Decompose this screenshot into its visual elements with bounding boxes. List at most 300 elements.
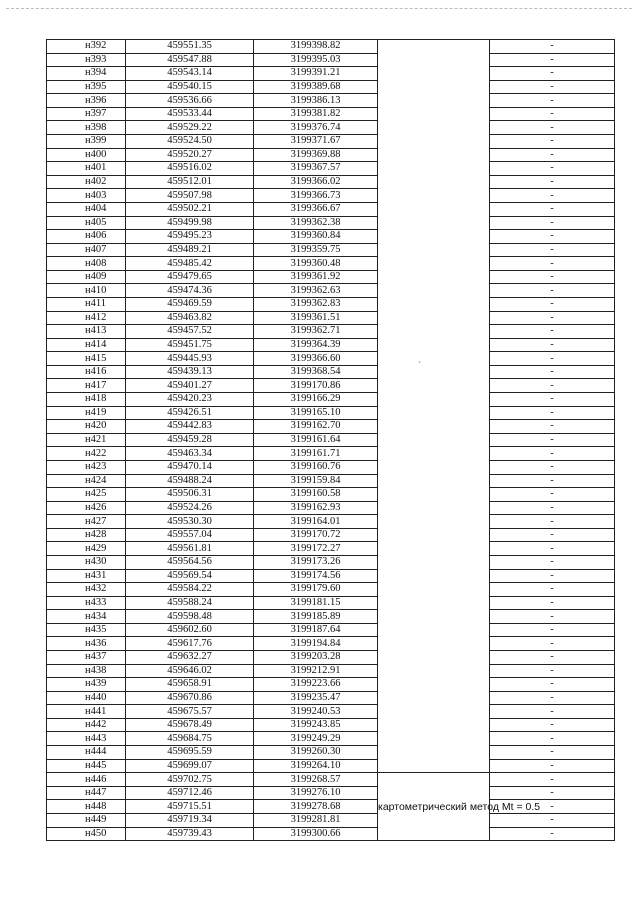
page-top-edge <box>6 8 632 9</box>
y-coordinate-cell: 3199369.88 <box>254 148 378 162</box>
x-coordinate-cell: 459533.44 <box>126 107 254 121</box>
y-coordinate-cell: 3199164.01 <box>254 515 378 529</box>
error-cell: - <box>490 827 615 841</box>
error-cell: - <box>490 216 615 230</box>
point-id-cell: н428 <box>47 528 126 542</box>
error-cell: - <box>490 555 615 569</box>
table-row <box>47 610 615 624</box>
point-id-cell: н420 <box>47 420 126 434</box>
error-cell: - <box>490 596 615 610</box>
table-row <box>47 813 615 827</box>
y-coordinate-cell: 3199276.10 <box>254 786 378 800</box>
error-cell: - <box>490 746 615 760</box>
y-coordinate-cell: 3199203.28 <box>254 651 378 665</box>
error-cell: - <box>490 474 615 488</box>
x-coordinate-cell: 459702.75 <box>126 773 254 787</box>
y-coordinate-cell: 3199249.29 <box>254 732 378 746</box>
y-coordinate-cell: 3199368.54 <box>254 365 378 379</box>
error-cell: - <box>490 664 615 678</box>
table-row <box>47 257 615 271</box>
y-coordinate-cell: 3199359.75 <box>254 243 378 257</box>
y-coordinate-cell: 3199160.76 <box>254 460 378 474</box>
y-coordinate-cell: 3199264.10 <box>254 759 378 773</box>
table-row <box>47 393 615 407</box>
x-coordinate-cell: 459439.13 <box>126 365 254 379</box>
point-id-cell: н429 <box>47 542 126 556</box>
y-coordinate-cell: 3199212.91 <box>254 664 378 678</box>
x-coordinate-cell: 459646.02 <box>126 664 254 678</box>
table-row <box>47 175 615 189</box>
table-row <box>47 515 615 529</box>
table-row <box>47 759 615 773</box>
coordinates-table <box>46 39 615 841</box>
x-coordinate-cell: 459632.27 <box>126 651 254 665</box>
x-coordinate-cell: 459658.91 <box>126 678 254 692</box>
error-cell: - <box>490 40 615 54</box>
table-row <box>47 379 615 393</box>
x-coordinate-cell: 459442.83 <box>126 420 254 434</box>
point-id-cell: н421 <box>47 433 126 447</box>
error-cell: - <box>490 284 615 298</box>
y-coordinate-cell: 3199366.02 <box>254 175 378 189</box>
table-row <box>47 651 615 665</box>
point-id-cell: н403 <box>47 189 126 203</box>
y-coordinate-cell: 3199240.53 <box>254 705 378 719</box>
y-coordinate-cell: 3199391.21 <box>254 67 378 81</box>
error-cell: - <box>490 365 615 379</box>
point-id-cell: н395 <box>47 80 126 94</box>
point-id-cell: н399 <box>47 135 126 149</box>
x-coordinate-cell: 459617.76 <box>126 637 254 651</box>
table-row <box>47 297 615 311</box>
error-cell: - <box>490 243 615 257</box>
point-id-cell: н398 <box>47 121 126 135</box>
point-id-cell: н405 <box>47 216 126 230</box>
point-id-cell: н433 <box>47 596 126 610</box>
x-coordinate-cell: 459739.43 <box>126 827 254 841</box>
x-coordinate-cell: 459512.01 <box>126 175 254 189</box>
point-id-cell: н396 <box>47 94 126 108</box>
error-cell: - <box>490 270 615 284</box>
y-coordinate-cell: 3199362.71 <box>254 325 378 339</box>
x-coordinate-cell: 459426.51 <box>126 406 254 420</box>
table-row <box>47 460 615 474</box>
point-id-cell: н439 <box>47 678 126 692</box>
error-cell: - <box>490 583 615 597</box>
error-cell: - <box>490 678 615 692</box>
table-row <box>47 637 615 651</box>
x-coordinate-cell: 459540.15 <box>126 80 254 94</box>
error-cell: - <box>490 515 615 529</box>
x-coordinate-cell: 459463.82 <box>126 311 254 325</box>
y-coordinate-cell: 3199159.84 <box>254 474 378 488</box>
table-row <box>47 243 615 257</box>
table-row <box>47 773 615 787</box>
point-id-cell: н408 <box>47 257 126 271</box>
y-coordinate-cell: 3199160.58 <box>254 488 378 502</box>
y-coordinate-cell: 3199161.71 <box>254 447 378 461</box>
table-row <box>47 447 615 461</box>
error-cell: - <box>490 67 615 81</box>
y-coordinate-cell: 3199181.15 <box>254 596 378 610</box>
x-coordinate-cell: 459459.28 <box>126 433 254 447</box>
point-id-cell: н450 <box>47 827 126 841</box>
y-coordinate-cell: 3199260.30 <box>254 746 378 760</box>
point-id-cell: н435 <box>47 623 126 637</box>
point-id-cell: н443 <box>47 732 126 746</box>
y-coordinate-cell: 3199165.10 <box>254 406 378 420</box>
table-row <box>47 40 615 54</box>
x-coordinate-cell: 459520.27 <box>126 148 254 162</box>
point-id-cell: н447 <box>47 786 126 800</box>
y-coordinate-cell: 3199281.81 <box>254 813 378 827</box>
error-cell: - <box>490 325 615 339</box>
point-id-cell: н415 <box>47 352 126 366</box>
table-row <box>47 284 615 298</box>
table-row <box>47 488 615 502</box>
error-cell: - <box>490 705 615 719</box>
table-row <box>47 148 615 162</box>
x-coordinate-cell: 459684.75 <box>126 732 254 746</box>
y-coordinate-cell: 3199386.13 <box>254 94 378 108</box>
y-coordinate-cell: 3199361.51 <box>254 311 378 325</box>
x-coordinate-cell: 459445.93 <box>126 352 254 366</box>
table-row <box>47 230 615 244</box>
error-cell: - <box>490 718 615 732</box>
y-coordinate-cell: 3199362.63 <box>254 284 378 298</box>
table-row <box>47 746 615 760</box>
x-coordinate-cell: 459516.02 <box>126 162 254 176</box>
x-coordinate-cell: 459530.30 <box>126 515 254 529</box>
table-row <box>47 406 615 420</box>
x-coordinate-cell: 459543.14 <box>126 67 254 81</box>
x-coordinate-cell: 459670.86 <box>126 691 254 705</box>
table-row <box>47 528 615 542</box>
table-row <box>47 311 615 325</box>
point-id-cell: н422 <box>47 447 126 461</box>
table-row <box>47 121 615 135</box>
error-cell: - <box>490 202 615 216</box>
point-id-cell: н400 <box>47 148 126 162</box>
point-id-cell: н438 <box>47 664 126 678</box>
table-row <box>47 216 615 230</box>
point-id-cell: н440 <box>47 691 126 705</box>
x-coordinate-cell: 459551.35 <box>126 40 254 54</box>
x-coordinate-cell: 459584.22 <box>126 583 254 597</box>
table-row <box>47 827 615 841</box>
y-coordinate-cell: 3199170.86 <box>254 379 378 393</box>
table-row <box>47 623 615 637</box>
point-id-cell: н407 <box>47 243 126 257</box>
error-cell: - <box>490 460 615 474</box>
y-coordinate-cell: 3199362.38 <box>254 216 378 230</box>
x-coordinate-cell: 459699.07 <box>126 759 254 773</box>
x-coordinate-cell: 459401.27 <box>126 379 254 393</box>
table-row <box>47 325 615 339</box>
y-coordinate-cell: 3199235.47 <box>254 691 378 705</box>
x-coordinate-cell: 459485.42 <box>126 257 254 271</box>
error-cell: - <box>490 786 615 800</box>
table-row <box>47 135 615 149</box>
point-id-cell: н410 <box>47 284 126 298</box>
point-id-cell: н404 <box>47 202 126 216</box>
table-row <box>47 474 615 488</box>
point-id-cell: н437 <box>47 651 126 665</box>
point-id-cell: н419 <box>47 406 126 420</box>
x-coordinate-cell: 459507.98 <box>126 189 254 203</box>
point-id-cell: н425 <box>47 488 126 502</box>
point-id-cell: н413 <box>47 325 126 339</box>
x-coordinate-cell: 459588.24 <box>126 596 254 610</box>
table-row <box>47 732 615 746</box>
table-row <box>47 678 615 692</box>
method-cell-blank <box>378 40 490 773</box>
y-coordinate-cell: 3199185.89 <box>254 610 378 624</box>
point-id-cell: н424 <box>47 474 126 488</box>
x-coordinate-cell: 459561.81 <box>126 542 254 556</box>
error-cell: - <box>490 80 615 94</box>
y-coordinate-cell: 3199161.64 <box>254 433 378 447</box>
error-cell: - <box>490 189 615 203</box>
error-cell: - <box>490 338 615 352</box>
point-id-cell: н418 <box>47 393 126 407</box>
x-coordinate-cell: 459474.36 <box>126 284 254 298</box>
table-row <box>47 569 615 583</box>
error-cell: - <box>490 135 615 149</box>
point-id-cell: н393 <box>47 53 126 67</box>
error-cell: - <box>490 623 615 637</box>
point-id-cell: н401 <box>47 162 126 176</box>
table-row <box>47 705 615 719</box>
table-row <box>47 420 615 434</box>
y-coordinate-cell: 3199174.56 <box>254 569 378 583</box>
x-coordinate-cell: 459569.54 <box>126 569 254 583</box>
error-cell: - <box>490 420 615 434</box>
x-coordinate-cell: 459502.21 <box>126 202 254 216</box>
y-coordinate-cell: 3199300.66 <box>254 827 378 841</box>
table-row <box>47 501 615 515</box>
x-coordinate-cell: 459451.75 <box>126 338 254 352</box>
table-row <box>47 786 615 800</box>
error-cell: - <box>490 379 615 393</box>
table-row <box>47 67 615 81</box>
point-id-cell: н409 <box>47 270 126 284</box>
error-cell: - <box>490 800 615 814</box>
y-coordinate-cell: 3199381.82 <box>254 107 378 121</box>
y-coordinate-cell: 3199268.57 <box>254 773 378 787</box>
point-id-cell: н392 <box>47 40 126 54</box>
x-coordinate-cell: 459489.21 <box>126 243 254 257</box>
error-cell: - <box>490 433 615 447</box>
table-row <box>47 555 615 569</box>
x-coordinate-cell: 459529.22 <box>126 121 254 135</box>
table-row <box>47 691 615 705</box>
y-coordinate-cell: 3199223.66 <box>254 678 378 692</box>
point-id-cell: н446 <box>47 773 126 787</box>
x-coordinate-cell: 459495.23 <box>126 230 254 244</box>
y-coordinate-cell: 3199376.74 <box>254 121 378 135</box>
table-row <box>47 270 615 284</box>
table-row <box>47 338 615 352</box>
x-coordinate-cell: 459488.24 <box>126 474 254 488</box>
error-cell: - <box>490 311 615 325</box>
x-coordinate-cell: 459420.23 <box>126 393 254 407</box>
point-id-cell: н397 <box>47 107 126 121</box>
table-row <box>47 189 615 203</box>
y-coordinate-cell: 3199371.67 <box>254 135 378 149</box>
point-id-cell: н423 <box>47 460 126 474</box>
x-coordinate-cell: 459524.50 <box>126 135 254 149</box>
x-coordinate-cell: 459470.14 <box>126 460 254 474</box>
table-row <box>47 107 615 121</box>
error-cell: - <box>490 107 615 121</box>
error-cell: - <box>490 651 615 665</box>
y-coordinate-cell: 3199166.29 <box>254 393 378 407</box>
table-row <box>47 352 615 366</box>
table-row <box>47 162 615 176</box>
point-id-cell: н402 <box>47 175 126 189</box>
x-coordinate-cell: 459499.98 <box>126 216 254 230</box>
error-cell: - <box>490 813 615 827</box>
point-id-cell: н431 <box>47 569 126 583</box>
error-cell: - <box>490 94 615 108</box>
error-cell: - <box>490 148 615 162</box>
x-coordinate-cell: 459469.59 <box>126 297 254 311</box>
error-cell: - <box>490 297 615 311</box>
error-cell: - <box>490 162 615 176</box>
table-row <box>47 94 615 108</box>
point-id-cell: н406 <box>47 230 126 244</box>
y-coordinate-cell: 3199366.67 <box>254 202 378 216</box>
error-cell: - <box>490 691 615 705</box>
error-cell: - <box>490 542 615 556</box>
y-coordinate-cell: 3199395.03 <box>254 53 378 67</box>
y-coordinate-cell: 3199366.60 <box>254 352 378 366</box>
error-cell: - <box>490 230 615 244</box>
point-id-cell: н436 <box>47 637 126 651</box>
x-coordinate-cell: 459547.88 <box>126 53 254 67</box>
error-cell: - <box>490 257 615 271</box>
x-coordinate-cell: 459479.65 <box>126 270 254 284</box>
y-coordinate-cell: 3199389.68 <box>254 80 378 94</box>
y-coordinate-cell: 3199194.84 <box>254 637 378 651</box>
y-coordinate-cell: 3199360.48 <box>254 257 378 271</box>
point-id-cell: н444 <box>47 746 126 760</box>
error-cell: - <box>490 732 615 746</box>
error-cell: - <box>490 393 615 407</box>
y-coordinate-cell: 3199187.64 <box>254 623 378 637</box>
x-coordinate-cell: 459564.56 <box>126 555 254 569</box>
error-cell: - <box>490 569 615 583</box>
x-coordinate-cell: 459598.48 <box>126 610 254 624</box>
error-cell: - <box>490 488 615 502</box>
table-row <box>47 664 615 678</box>
table-row <box>47 433 615 447</box>
error-cell: - <box>490 528 615 542</box>
error-cell: - <box>490 773 615 787</box>
error-cell: - <box>490 53 615 67</box>
error-cell: - <box>490 406 615 420</box>
y-coordinate-cell: 3199278.68 <box>254 800 378 814</box>
table-row <box>47 718 615 732</box>
error-cell: - <box>490 610 615 624</box>
point-id-cell: н417 <box>47 379 126 393</box>
point-id-cell: н412 <box>47 311 126 325</box>
y-coordinate-cell: 3199179.60 <box>254 583 378 597</box>
x-coordinate-cell: 459463.34 <box>126 447 254 461</box>
table-row <box>47 365 615 379</box>
y-coordinate-cell: 3199367.57 <box>254 162 378 176</box>
y-coordinate-cell: 3199243.85 <box>254 718 378 732</box>
y-coordinate-cell: 3199361.92 <box>254 270 378 284</box>
scan-mark: ` <box>418 360 421 370</box>
point-id-cell: н394 <box>47 67 126 81</box>
table-row <box>47 596 615 610</box>
x-coordinate-cell: 459536.66 <box>126 94 254 108</box>
x-coordinate-cell: 459712.46 <box>126 786 254 800</box>
x-coordinate-cell: 459675.57 <box>126 705 254 719</box>
point-id-cell: н448 <box>47 800 126 814</box>
point-id-cell: н416 <box>47 365 126 379</box>
point-id-cell: н426 <box>47 501 126 515</box>
point-id-cell: н434 <box>47 610 126 624</box>
x-coordinate-cell: 459695.59 <box>126 746 254 760</box>
coordinates-table-body <box>47 40 615 841</box>
x-coordinate-cell: 459715.51 <box>126 800 254 814</box>
point-id-cell: н432 <box>47 583 126 597</box>
y-coordinate-cell: 3199172.27 <box>254 542 378 556</box>
y-coordinate-cell: 3199170.72 <box>254 528 378 542</box>
table-row <box>47 202 615 216</box>
y-coordinate-cell: 3199364.39 <box>254 338 378 352</box>
point-id-cell: н445 <box>47 759 126 773</box>
table-row <box>47 53 615 67</box>
x-coordinate-cell: 459524.26 <box>126 501 254 515</box>
x-coordinate-cell: 459557.04 <box>126 528 254 542</box>
table-row <box>47 583 615 597</box>
method-note-cell: картометрический метод Mt = 0.5 <box>378 773 490 841</box>
y-coordinate-cell: 3199360.84 <box>254 230 378 244</box>
y-coordinate-cell: 3199173.26 <box>254 555 378 569</box>
point-id-cell: н449 <box>47 813 126 827</box>
y-coordinate-cell: 3199162.93 <box>254 501 378 515</box>
error-cell: - <box>490 447 615 461</box>
point-id-cell: н442 <box>47 718 126 732</box>
error-cell: - <box>490 637 615 651</box>
y-coordinate-cell: 3199366.73 <box>254 189 378 203</box>
x-coordinate-cell: 459719.34 <box>126 813 254 827</box>
y-coordinate-cell: 3199398.82 <box>254 40 378 54</box>
point-id-cell: н441 <box>47 705 126 719</box>
x-coordinate-cell: 459602.60 <box>126 623 254 637</box>
point-id-cell: н414 <box>47 338 126 352</box>
y-coordinate-cell: 3199162.70 <box>254 420 378 434</box>
x-coordinate-cell: 459678.49 <box>126 718 254 732</box>
error-cell: - <box>490 175 615 189</box>
table-row <box>47 80 615 94</box>
error-cell: - <box>490 501 615 515</box>
error-cell: - <box>490 352 615 366</box>
x-coordinate-cell: 459506.31 <box>126 488 254 502</box>
y-coordinate-cell: 3199362.83 <box>254 297 378 311</box>
x-coordinate-cell: 459457.52 <box>126 325 254 339</box>
error-cell: - <box>490 121 615 135</box>
point-id-cell: н430 <box>47 555 126 569</box>
error-cell: - <box>490 759 615 773</box>
point-id-cell: н427 <box>47 515 126 529</box>
table-row <box>47 542 615 556</box>
point-id-cell: н411 <box>47 297 126 311</box>
